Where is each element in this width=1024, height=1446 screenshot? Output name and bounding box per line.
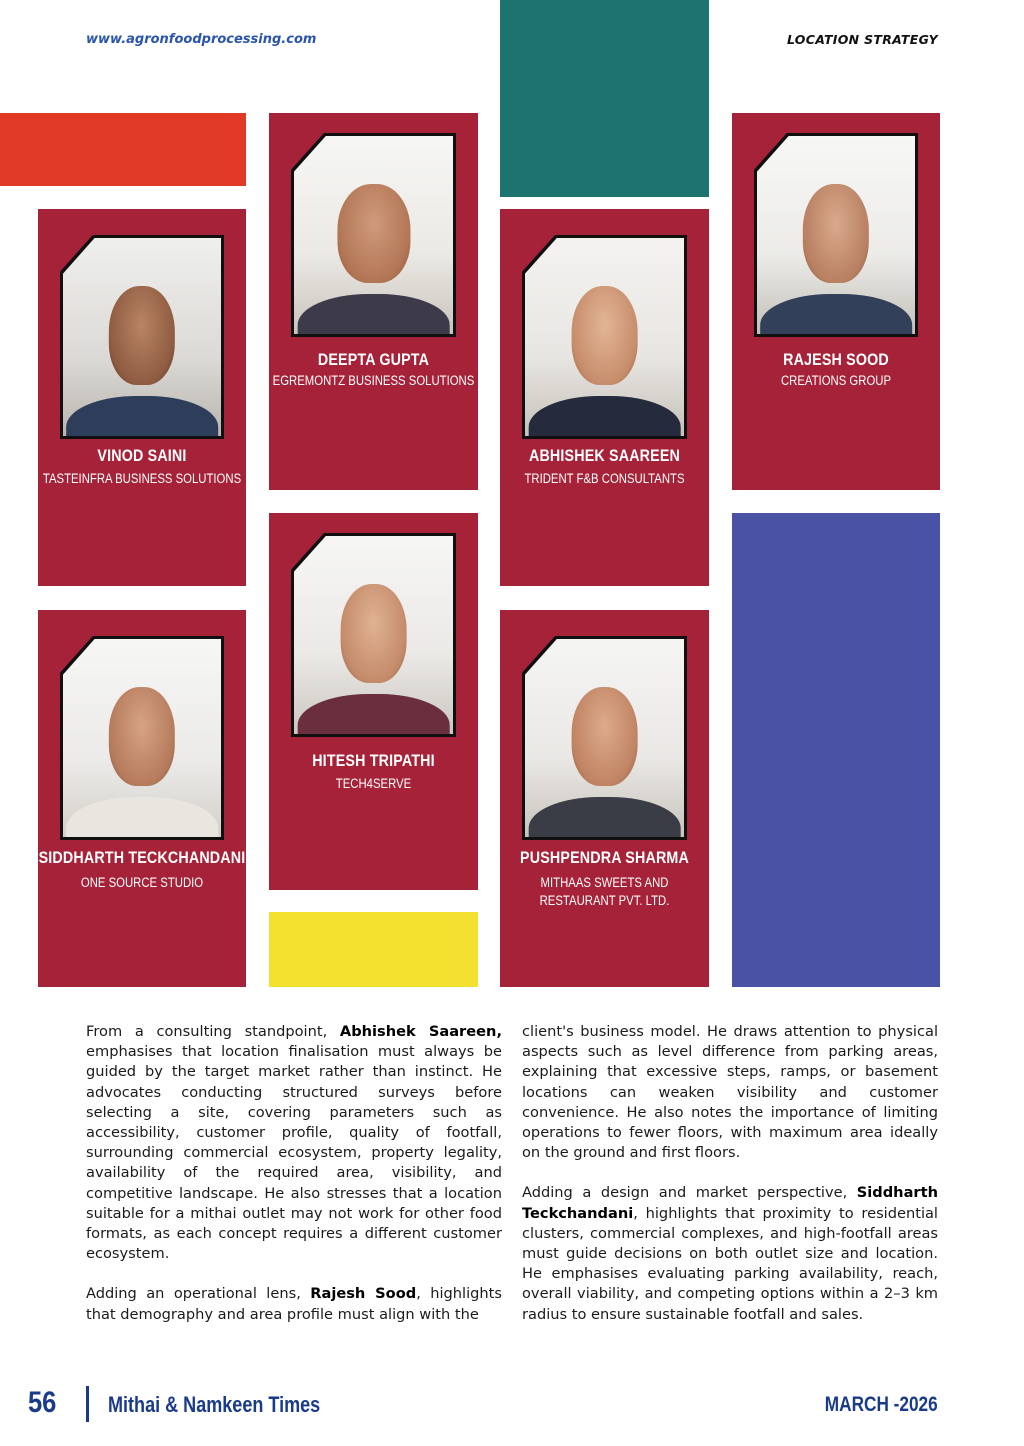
article-paragraph: Adding an operational lens, Rajesh Sood, highlights that demography and area profile must align with the	[86, 1285, 503, 1323]
person-organization: ONE SOURCE STUDIO	[80, 875, 204, 890]
website-url[interactable]: www.agronfoodprocessing.com	[86, 32, 317, 47]
person-name: PUSHPENDRA SHARMA	[520, 848, 689, 867]
portrait-photo	[754, 133, 918, 337]
section-title: LOCATION STRATEGY	[786, 32, 938, 47]
portrait-photo	[60, 235, 224, 439]
profile-card-abhishek-saareen	[500, 209, 709, 586]
person-organization: EGREMONTZ BUSINESS SOLUTIONS	[272, 373, 475, 388]
person-mention: Abhishek Saareen,	[339, 1023, 502, 1040]
article-paragraph-continued: client's business model. He draws attention to physical aspects such as level difference from parking areas, explaining that excessive steps, ramps, or basement locations can weaken visibility and customer convenience. He also notes the importance of limiting operations to fewer floors, with maximum area ideally on the ground and first floors.	[522, 1023, 938, 1162]
portrait-photo	[522, 235, 687, 439]
person-name: HITESH TRIPATHI	[312, 751, 435, 770]
person-organization: CREATIONS GROUP	[780, 373, 892, 388]
profile-card-deepta-gupta	[269, 113, 478, 490]
person-name: DEEPTA GUPTA	[317, 350, 430, 369]
article-paragraph: Adding a design and market perspective, Siddharth Teckchandani, highlights that proximity to residential clusters, commercial complexes, and high-footfall areas must guide decisions on both outlet size and location. He emphasises evaluating parking availability, reach, overall viability, and competing options within a 2–3 km radius to ensure sustainable footfall and sales.	[522, 1184, 938, 1323]
person-organization-line1: MITHAAS SWEETS AND	[540, 875, 669, 890]
profile-card-siddharth-teckchandani	[38, 610, 246, 987]
profile-card-pushpendra-sharma	[500, 610, 709, 987]
person-organization: TASTEINFRA BUSINESS SOLUTIONS	[42, 471, 242, 486]
portrait-photo	[60, 636, 224, 840]
profile-card-hitesh-tripathi	[269, 513, 478, 890]
person-organization: TRIDENT F&B CONSULTANTS	[524, 471, 685, 486]
article-column-left	[86, 1022, 502, 1345]
portrait-photo	[522, 636, 687, 840]
person-name: RAJESH SOOD	[783, 350, 889, 369]
person-organization-line2: RESTAURANT PVT. LTD.	[539, 893, 670, 908]
magazine-title: Mithai & Namkeen Times	[108, 1392, 321, 1417]
portrait-photo	[291, 133, 456, 337]
person-mention: Siddharth Teckchandani	[522, 1184, 938, 1222]
orange-block	[0, 113, 246, 186]
profile-card-vinod-saini	[38, 209, 246, 586]
person-organization: TECH4SERVE	[335, 776, 412, 791]
person-name: SIDDHARTH TECKCHANDANI	[38, 848, 246, 867]
footer-divider	[86, 1386, 89, 1422]
portrait-photo	[291, 533, 456, 737]
teal-block	[500, 0, 709, 197]
person-name: ABHISHEK SAAREEN	[528, 446, 681, 465]
page-number: 56	[28, 1386, 57, 1419]
issue-date: MARCH -2026	[825, 1393, 938, 1416]
person-mention: Rajesh Sood	[310, 1285, 417, 1303]
article-column-right	[522, 1022, 938, 1345]
profile-card-rajesh-sood	[732, 113, 940, 490]
person-name: VINOD SAINI	[97, 446, 187, 465]
article-paragraph: From a consulting standpoint, Abhishek Saareen, emphasises that location finalisation must always be guided by the target market rather than instinct. He advocates conducting structured surveys before selecting a site, covering parameters such as accessibility, customer profile, quality of footfall, surrounding commercial ecosystem, property legality, availability of the required area, visibility, and competitive landscape. He also stresses that a location suitable for a mithai outlet may not work for other food formats, as each concept requires a different customer ecosystem.	[86, 1023, 502, 1263]
blue-block	[732, 513, 940, 987]
yellow-block	[269, 912, 478, 987]
